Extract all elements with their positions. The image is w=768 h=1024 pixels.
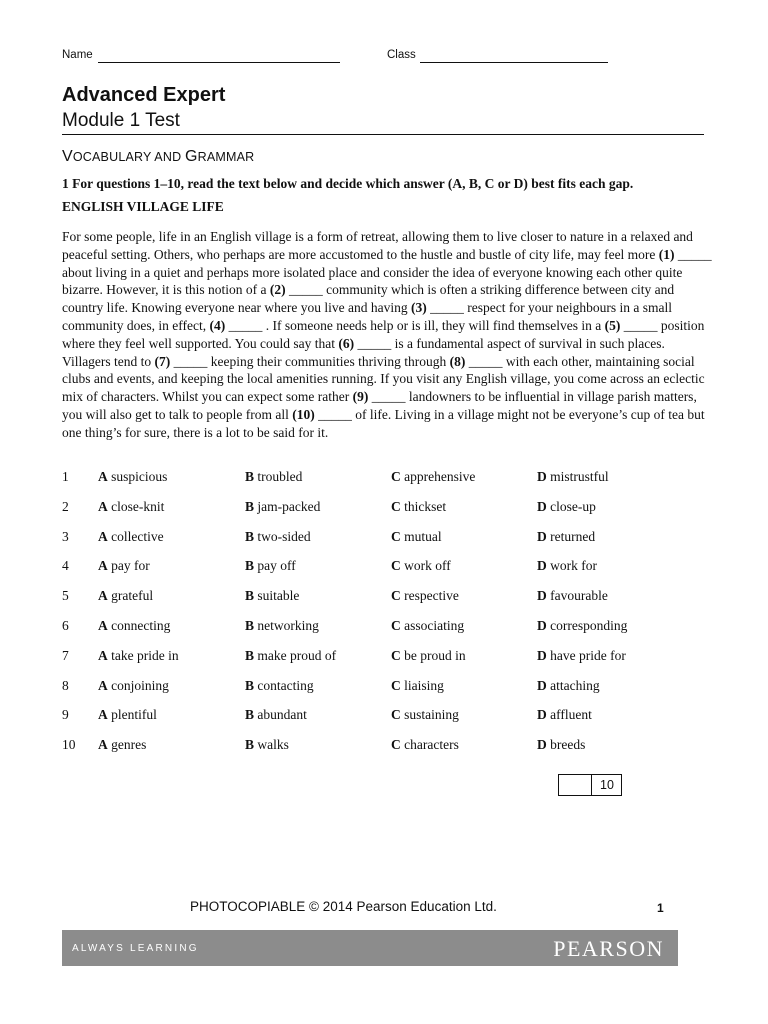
question-number: 6 [62,618,69,633]
option-text: suspicious [111,469,168,484]
option-letter: A [98,677,108,693]
option-text: mistrustful [550,469,609,484]
option-letter: C [391,707,401,723]
passage-segment: _____ is a fundamental aspect of survival in such places. Villagers tend to [62,335,665,369]
option-text: respective [404,588,459,604]
option-text: apprehensive [404,469,476,484]
answer-option-c[interactable] [391,678,444,694]
answer-option-c[interactable] [391,737,459,753]
passage-segment: _____ keeping their communities thriving through [170,353,450,369]
gap-marker: (10) [292,406,315,422]
option-text: take pride in [111,647,179,663]
option-text: collective [111,528,164,544]
question-number: 9 [62,707,69,723]
question-row [62,499,712,517]
answer-option-c[interactable] [391,558,451,574]
option-letter: A [98,498,108,514]
gap-marker: (5) [604,317,621,333]
question-row [62,588,712,606]
answer-option-d[interactable] [537,737,585,753]
answer-option-b[interactable] [245,707,307,723]
option-letter: A [98,558,108,574]
option-letter: D [537,469,547,484]
passage-segment: _____ respect for your neighbours in a small community does, in effect, [62,300,672,333]
option-letter: B [245,469,255,484]
option-text: pay for [111,558,150,574]
passage-segment: _____ about living in a quiet and perhaps more isolated place and consider the idea of everyone knowing each other quite bizarre. However, it is this notion of a [62,246,712,298]
option-letter: D [537,707,547,723]
answer-option-d[interactable] [537,678,600,694]
section-title-part: OCABULARY AND [72,150,185,164]
question-number: 1 [62,469,69,484]
class-label: Class [387,49,416,61]
option-text: jam-packed [257,498,321,514]
name-label: Name [62,49,93,61]
pearson-logo: PEARSON [553,936,664,961]
option-letter: D [537,558,547,574]
passage-segment: _____ community which is often a striking difference between city and country life. Knowing everyone near where you live and having [62,282,675,316]
option-text: affluent [550,707,592,723]
answer-option-b[interactable] [245,469,302,485]
gap-marker: (6) [338,335,355,351]
option-letter: C [391,469,401,484]
class-field[interactable] [420,62,608,63]
option-letter: B [245,647,255,663]
option-text: returned [550,528,596,544]
question-number: 7 [62,647,69,663]
option-text: grateful [111,588,154,604]
question-number: 10 [62,737,76,753]
passage-segment: _____ position where they feel well supported. You could say that [62,317,705,351]
option-text: genres [111,737,147,753]
gap-marker: (2) [269,282,286,298]
question-number: 5 [62,588,69,604]
answer-option-a[interactable] [98,648,179,664]
question-row [62,618,712,636]
answer-option-c[interactable] [391,588,459,604]
option-text: networking [257,618,319,633]
answer-option-d[interactable] [537,499,596,515]
option-text: pay off [257,558,296,574]
gap-marker: (9) [352,389,369,405]
question-row [62,707,712,725]
answer-option-a[interactable] [98,707,157,723]
question-row [62,737,712,755]
answer-option-b[interactable] [245,648,336,664]
option-text: associating [404,618,465,633]
answer-option-b[interactable] [245,678,314,694]
score-box [558,774,622,796]
answer-option-b[interactable] [245,588,299,604]
option-text: work for [550,558,597,574]
question-number: 2 [62,498,69,514]
option-text: sustaining [404,707,459,723]
question-number: 8 [62,677,69,693]
answer-option-d[interactable] [537,588,608,604]
question-row [62,648,712,666]
passage-segment: _____ landowners to be influential in village parish matters, you will also get to talk to people from all [62,389,697,422]
question-row [62,558,712,576]
option-text: corresponding [550,618,628,633]
answer-option-d[interactable] [537,469,609,485]
footer-tagline: ALWAYS LEARNING [72,943,199,954]
gap-marker: (7) [154,353,171,369]
score-total: 10 [600,778,614,792]
option-letter: C [391,647,401,663]
option-text: be proud in [404,647,466,663]
option-letter: D [537,588,547,604]
copyright-notice: PHOTOCOPIABLE © 2014 Pearson Education Ltd. [190,899,497,914]
option-text: suitable [257,588,300,604]
answer-option-a[interactable] [98,678,169,694]
answer-option-c[interactable] [391,648,466,664]
gap-marker: (8) [449,353,466,369]
option-letter: A [98,737,108,753]
answer-option-d[interactable] [537,618,627,634]
section-title-part: RAMMAR [197,150,255,164]
option-text: two-sided [257,528,311,544]
option-letter: C [391,528,401,544]
option-text: work off [404,558,451,574]
option-text: close-up [550,498,596,514]
option-letter: C [391,618,401,633]
footer-banner [62,930,678,966]
option-text: contacting [257,677,314,693]
passage-segment: _____ with each other, maintaining social clubs and events, and keeping the local amenities running. If you visit any English village, you come across an eclectic mix of characters. Whilst you can expect some rather [62,353,705,405]
option-letter: B [245,677,255,693]
option-letter: A [98,618,108,633]
option-letter: A [98,647,108,663]
option-letter: D [537,737,547,753]
option-text: close-knit [111,498,165,514]
option-letter: D [537,677,547,693]
answer-option-d[interactable] [537,707,592,723]
option-letter: B [245,588,255,604]
option-text: connecting [111,618,171,633]
question-number: 3 [62,528,69,544]
option-text: plentiful [111,707,157,723]
option-letter: A [98,469,108,484]
option-letter: D [537,647,547,663]
name-field[interactable] [98,62,340,63]
option-letter: C [391,558,401,574]
answer-option-c[interactable] [391,499,446,515]
option-text: characters [404,737,459,753]
question-number: 4 [62,558,69,574]
answer-option-a[interactable] [98,529,164,545]
option-text: liaising [404,677,444,693]
option-letter: B [245,528,255,544]
option-letter: B [245,737,255,753]
option-letter: A [98,588,108,604]
gap-marker: (4) [209,317,226,333]
option-letter: C [391,677,401,693]
answer-option-b[interactable] [245,529,311,545]
answer-option-a[interactable] [98,588,153,604]
option-text: attaching [550,677,600,693]
answer-option-c[interactable] [391,707,459,723]
option-text: favourable [550,588,608,604]
question-row [62,678,712,696]
answer-option-a[interactable] [98,469,167,485]
passage-segment: _____ . If someone needs help or is ill, they will find themselves in a [225,317,605,333]
gap-marker: (3) [411,300,427,316]
answer-option-c[interactable] [391,469,475,485]
option-text: troubled [257,469,303,484]
option-letter: D [537,618,547,633]
answer-option-a[interactable] [98,618,170,634]
score-input[interactable] [559,775,592,795]
answer-option-b[interactable] [245,558,296,574]
option-text: abundant [257,707,307,723]
answer-option-a[interactable] [98,499,164,515]
option-letter: C [391,588,401,604]
page-subtitle: Module 1 Test [62,110,180,131]
answer-option-d[interactable] [537,648,626,664]
header-divider [62,134,704,135]
option-letter: C [391,737,401,753]
page-title: Advanced Expert [62,84,226,106]
section-title-part: V [62,148,73,165]
answer-option-d[interactable] [537,529,595,545]
option-letter: B [245,707,255,723]
answer-option-a[interactable] [98,558,150,574]
option-letter: B [245,558,255,574]
option-text: have pride for [550,647,626,663]
option-letter: D [537,498,547,514]
option-text: breeds [550,737,586,753]
answer-option-c[interactable] [391,618,464,634]
option-text: walks [257,737,289,753]
question-row [62,469,712,487]
answer-option-b[interactable] [245,737,289,753]
answer-option-c[interactable] [391,529,442,545]
option-letter: B [245,618,255,633]
gap-marker: (1) [658,246,675,262]
name-class-row [62,48,622,68]
option-text: conjoining [111,677,169,693]
option-letter: C [391,498,401,514]
option-text: mutual [404,528,442,544]
section-title [62,148,254,166]
question-instruction: 1 For questions 1–10, read the text below and decide which answer (A, B, C or D) best fits each gap. [62,176,634,191]
option-letter: B [245,498,255,514]
passage-title: ENGLISH VILLAGE LIFE [62,199,224,214]
option-text: make proud of [257,647,337,663]
answer-option-a[interactable] [98,737,146,753]
option-text: thickset [404,498,447,514]
answer-option-d[interactable] [537,558,597,574]
passage-segment: _____ of life. Living in a village might not be everyone’s cup of tea but one thing’s for sure, there is a lot to be said for it. [62,406,705,440]
answer-option-b[interactable] [245,499,320,515]
page-number: 1 [657,901,664,915]
answer-option-b[interactable] [245,618,319,634]
option-letter: A [98,528,108,544]
question-row [62,529,712,547]
option-letter: D [537,528,547,544]
passage-segment: For some people, life in an English village is a form of retreat, allowing them to live closer to nature in a relaxed and peaceful setting. Others, who perhaps are more accustomed to the hustle and bustle of city life, may feel more [62,229,693,262]
option-letter: A [98,707,108,723]
passage-text [62,228,712,442]
section-title-part: G [184,148,198,165]
